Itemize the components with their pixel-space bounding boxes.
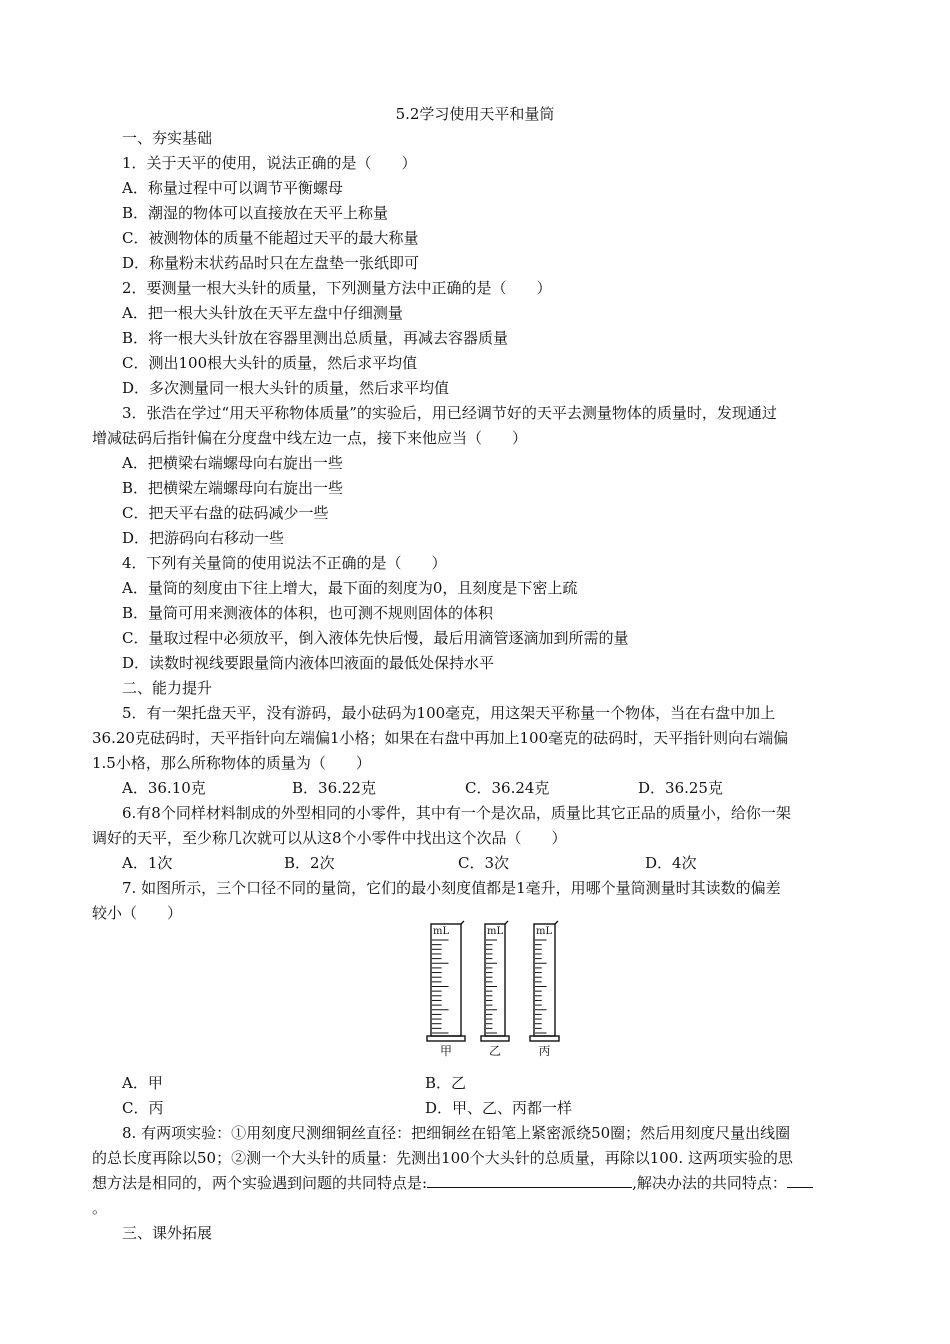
question-5-stem-line3: 1.5小格，那么所称物体的质量为（ ）: [92, 754, 371, 772]
q1-option-b: B．潮湿的物体可以直接放在天平上称量: [122, 204, 389, 222]
cylinder-base: [530, 1036, 559, 1041]
answer-blank-1[interactable]: [427, 1173, 632, 1188]
cylinder-spout: [505, 921, 508, 924]
cylinder-base: [481, 1036, 509, 1041]
cylinder-label: 甲: [439, 1044, 453, 1058]
answer-blank-2[interactable]: [787, 1173, 813, 1188]
q7-option-b: B．乙: [425, 1074, 467, 1092]
cylinder-jia: [427, 921, 465, 1058]
q7-option-d: D．甲、乙、丙都一样: [425, 1099, 573, 1117]
q1-option-a: A．称量过程中可以调节平衡螺母: [122, 179, 343, 197]
cylinder-spout: [555, 921, 558, 924]
q5-option-d: D．36.25克: [638, 779, 723, 797]
cylinder-label: 乙: [488, 1044, 502, 1058]
cylinder-bing: [530, 921, 559, 1058]
q4-option-c: C．量取过程中必须放平，倒入液体先快后慢，最后用滴管逐滴加到所需的量: [122, 629, 629, 647]
q6-option-c: C．3次: [458, 854, 510, 872]
question-3-stem-line2: 增减砝码后指针偏在分度盘中线左边一点，接下来他应当（ ）: [92, 429, 528, 447]
q5-option-b: B．36.22克: [292, 779, 376, 797]
q3-option-c: C．把天平右盘的砝码减少一些: [122, 504, 329, 522]
q2-option-d: D．多次测量同一根大头针的质量，然后求平均值: [122, 379, 450, 397]
question-8-stem-line3: [92, 1173, 813, 1193]
q2-option-b: B．将一根大头针放在容器里测出总质量，再减去容器质量: [122, 329, 509, 347]
cylinder-yi: [481, 921, 509, 1058]
question-7-stem-line1: 7. 如图所示，三个口径不同的量筒，它们的最小刻度值都是1毫升，用哪个量筒测量时其读数的偏差: [122, 879, 781, 897]
q6-option-b: B．2次: [284, 854, 335, 872]
q5-option-a: A．36.10克: [122, 779, 206, 797]
question-3-stem-line1: 3．张浩在学过“用天平称物体质量”的实验后，用已经调节好的天平去测量物体的质量时，发现通过: [122, 404, 777, 422]
question-8-stem-end: 。: [92, 1199, 108, 1217]
unit-label: mL: [433, 926, 450, 937]
question-8-stem-line2: 的总长度再除以50；②测一个大头针的质量：先测出100个大头针的总质量，再除以100. 这两项实验的思: [92, 1149, 793, 1167]
question-7-stem-line2: 较小（ ）: [92, 904, 183, 922]
question-5-stem-line1: 5．有一架托盘天平，没有游码，最小砝码为100毫克，用这架天平称量一个物体，当在右盘中加上: [122, 704, 776, 722]
graduated-cylinders-figure: [420, 918, 570, 1060]
q1-option-d: D．称量粉末状药品时只在左盘垫一张纸即可: [122, 254, 420, 272]
q4-option-a: A．量筒的刻度由下往上增大，最下面的刻度为0，且刻度是下密上疏: [122, 579, 578, 597]
q4-option-d: D．读数时视线要跟量筒内液体凹液面的最低处保持水平: [122, 654, 495, 672]
q6-option-d: D．4次: [645, 854, 697, 872]
q8-text-part1: 想方法是相同的，两个实验遇到问题的共同特点是:: [92, 1174, 428, 1192]
section-heading: 三、课外拓展: [122, 1224, 213, 1242]
question-5-stem-line2: 36.20克砝码时，天平指针向左端偏1小格；如果在右盘中再加上100毫克的砝码时，天平指针则向右端偏: [92, 729, 789, 747]
q2-option-c: C．测出100根大头针的质量，然后求平均值: [122, 354, 418, 372]
cylinder-label: 丙: [538, 1044, 551, 1058]
question-2-stem: 2．要测量一根大头针的质量，下列测量方法中正确的是（ ）: [122, 279, 552, 297]
cylinder-spout: [461, 921, 464, 924]
q1-option-c: C．被测物体的质量不能超过天平的最大称量: [122, 229, 419, 247]
q5-option-c: C．36.24克: [465, 779, 550, 797]
q6-option-a: A．1次: [122, 854, 173, 872]
page-title: 5.2学习使用天平和量筒: [395, 105, 555, 123]
question-6-stem-line2: 调好的天平，至少称几次就可以从这8个小零件中找出这个次品（ ）: [92, 829, 567, 847]
unit-label: mL: [536, 926, 553, 937]
section-heading: 一、夯实基础: [122, 129, 213, 147]
section-heading: 二、能力提升: [122, 679, 213, 697]
q7-option-a: A．甲: [122, 1074, 163, 1092]
q7-option-c: C．丙: [122, 1099, 164, 1117]
q8-text-part2: ,解决办法的共同特点：: [632, 1174, 787, 1192]
question-1-stem: 1．关于天平的使用，说法正确的是（ ）: [122, 154, 417, 172]
question-6-stem-line1: 6.有8个同样材料制成的外型相同的小零件，其中有一个是次品，质量比其它正品的质量小，给你一架: [122, 804, 791, 822]
question-8-stem-line1: 8. 有两项实验：①用刻度尺测细铜丝直径：把细铜丝在铅笔上紧密派绕50圈；然后用刻度尺量出线圈: [122, 1124, 791, 1142]
unit-label: mL: [487, 926, 504, 937]
cylinder-base: [427, 1036, 465, 1041]
q4-option-b: B．量筒可用来测液体的体积，也可测不规则固体的体积: [122, 604, 494, 622]
q3-option-d: D．把游码向右移动一些: [122, 529, 285, 547]
q3-option-a: A．把横梁右端螺母向右旋出一些: [122, 454, 343, 472]
q3-option-b: B．把横梁左端螺母向右旋出一些: [122, 479, 344, 497]
q2-option-a: A．把一根大头针放在天平左盘中仔细测量: [122, 304, 403, 322]
question-4-stem: 4．下列有关量筒的使用说法不正确的是（ ）: [122, 554, 447, 572]
